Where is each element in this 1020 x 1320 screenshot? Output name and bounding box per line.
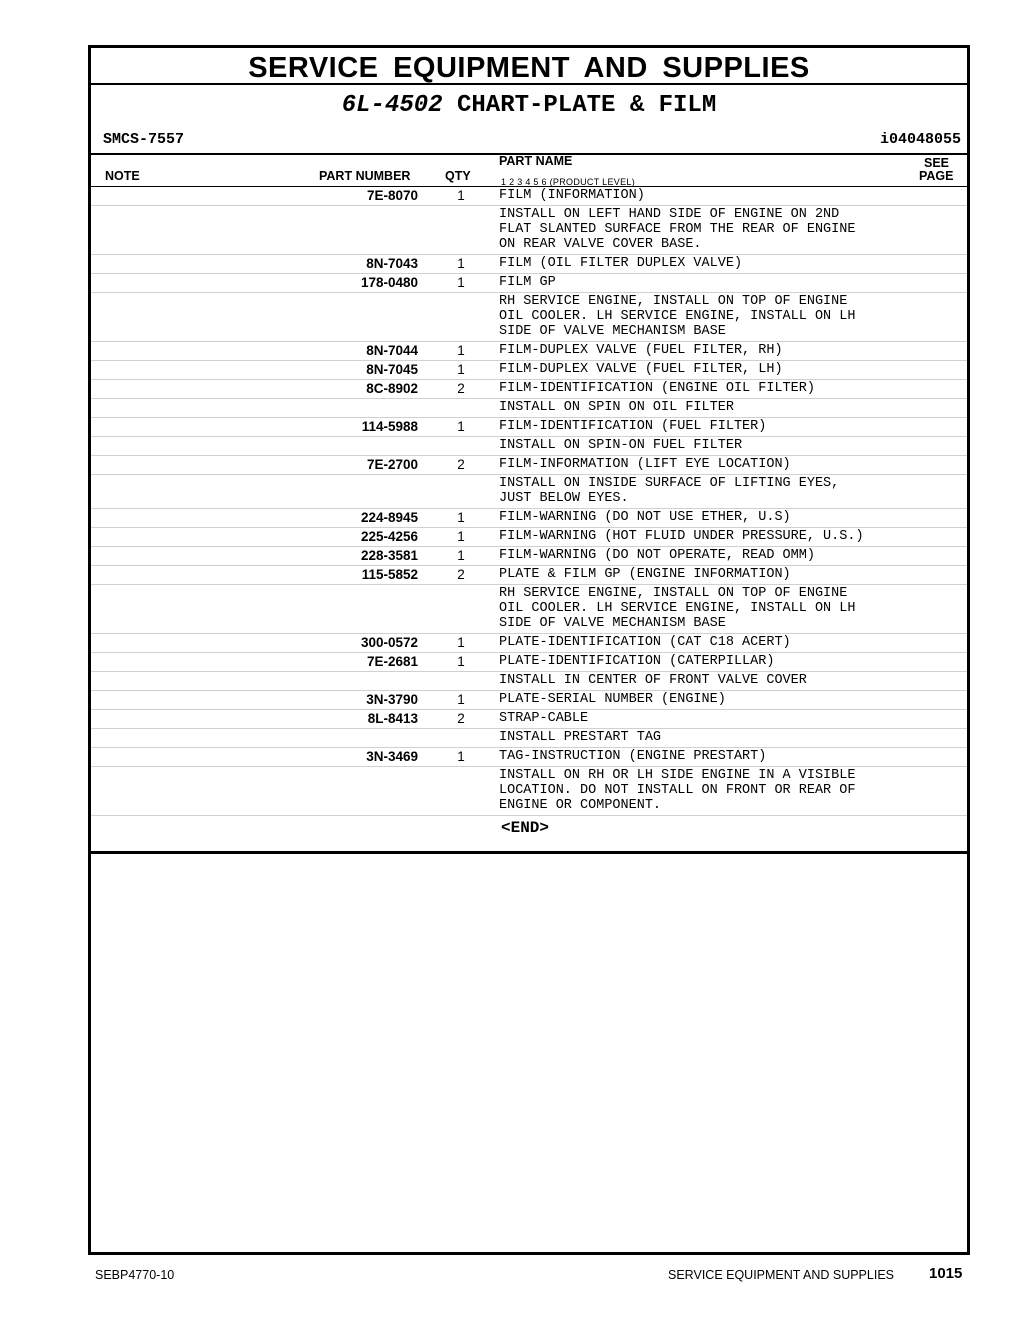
quantity: 1 — [457, 275, 465, 290]
quantity: 2 — [457, 711, 465, 726]
note-row — [91, 672, 967, 691]
page-frame — [88, 45, 970, 1255]
note-row — [91, 206, 967, 255]
part-description: FILM (OIL FILTER DUPLEX VALVE) — [499, 256, 743, 271]
parts-row — [91, 255, 967, 274]
col-page: PAGE — [919, 169, 954, 183]
part-description: RH SERVICE ENGINE, INSTALL ON TOP OF ENGINE OIL COOLER. LH SERVICE ENGINE, INSTALL ON LH SIDE OF VALVE MECHANISM BASE — [499, 294, 856, 339]
part-number: 3N-3469 — [366, 749, 418, 764]
part-number: 8N-7044 — [366, 343, 418, 358]
col-product-level: 1 2 3 4 5 6 (PRODUCT LEVEL) — [501, 177, 635, 187]
group-number: 6L-4502 — [341, 92, 443, 119]
part-description: PLATE-IDENTIFICATION (CAT C18 ACERT) — [499, 635, 791, 650]
part-description: INSTALL ON SPIN ON OIL FILTER — [499, 400, 734, 415]
illustration-ref: i04048055 — [879, 131, 961, 148]
part-description: FILM-INFORMATION (LIFT EYE LOCATION) — [499, 457, 791, 472]
quantity: 1 — [457, 362, 465, 377]
part-number: 7E-2681 — [366, 654, 418, 669]
part-number: 228-3581 — [360, 548, 418, 563]
footer-section: SERVICE EQUIPMENT AND SUPPLIES — [668, 1268, 894, 1282]
quantity: 1 — [457, 692, 465, 707]
part-description: FILM-IDENTIFICATION (ENGINE OIL FILTER) — [499, 381, 815, 396]
part-description: PLATE-IDENTIFICATION (CATERPILLAR) — [499, 654, 775, 669]
part-description: FILM-WARNING (DO NOT USE ETHER, U.S) — [499, 510, 791, 525]
part-description: RH SERVICE ENGINE, INSTALL ON TOP OF ENGINE OIL COOLER. LH SERVICE ENGINE, INSTALL ON LH SIDE OF VALVE MECHANISM BASE — [499, 586, 856, 631]
quantity: 1 — [457, 529, 465, 544]
group-name: CHART-PLATE & FILM — [456, 92, 717, 119]
part-number: 115-5852 — [361, 567, 418, 582]
parts-row — [91, 361, 967, 380]
parts-list — [91, 186, 967, 837]
part-number: 225-4256 — [360, 529, 418, 544]
part-description: PLATE & FILM GP (ENGINE INFORMATION) — [499, 567, 791, 582]
note-row — [91, 293, 967, 342]
note-row — [91, 475, 967, 509]
parts-row — [91, 691, 967, 710]
part-number: 7E-8070 — [366, 188, 418, 203]
quantity: 2 — [457, 567, 465, 582]
parts-row — [91, 634, 967, 653]
list-end-divider — [91, 851, 967, 854]
note-row — [91, 729, 967, 748]
part-description: INSTALL PRESTART TAG — [499, 730, 662, 745]
part-number: 178-0480 — [360, 275, 418, 290]
parts-row — [91, 528, 967, 547]
part-description: FILM GP — [499, 275, 556, 290]
part-number: 114-5988 — [361, 419, 418, 434]
parts-row — [91, 418, 967, 437]
quantity: 1 — [457, 654, 465, 669]
parts-row — [91, 187, 967, 206]
parts-row — [91, 456, 967, 475]
group-title — [91, 92, 967, 119]
part-description: FILM (INFORMATION) — [499, 188, 645, 203]
parts-row — [91, 710, 967, 729]
part-number: 300-0572 — [360, 635, 418, 650]
parts-row — [91, 547, 967, 566]
part-number: 224-8945 — [360, 510, 418, 525]
col-note: NOTE — [105, 169, 140, 183]
end-marker: <END> — [501, 819, 550, 837]
part-description: FILM-DUPLEX VALVE (FUEL FILTER, LH) — [499, 362, 783, 377]
note-row — [91, 437, 967, 456]
parts-row — [91, 509, 967, 528]
part-description: INSTALL ON RH OR LH SIDE ENGINE IN A VISIBLE LOCATION. DO NOT INSTALL ON FRONT OR REAR OF ENGINE OR COMPONENT. — [499, 768, 856, 813]
note-row — [91, 399, 967, 418]
part-description: INSTALL ON SPIN-ON FUEL FILTER — [499, 438, 743, 453]
part-number: 3N-3790 — [366, 692, 418, 707]
parts-row — [91, 380, 967, 399]
footer-doc-number: SEBP4770-10 — [95, 1268, 175, 1282]
parts-row — [91, 748, 967, 767]
part-description: PLATE-SERIAL NUMBER (ENGINE) — [499, 692, 726, 707]
section-title: SERVICE EQUIPMENT AND SUPPLIES — [91, 48, 967, 85]
quantity: 1 — [457, 188, 465, 203]
col-part-name: PART NAME — [499, 154, 573, 168]
part-number: 8N-7043 — [366, 256, 418, 271]
quantity: 1 — [457, 635, 465, 650]
quantity: 1 — [457, 343, 465, 358]
quantity: 1 — [457, 256, 465, 271]
part-description: FILM-WARNING (DO NOT OPERATE, READ OMM) — [499, 548, 815, 563]
note-row — [91, 585, 967, 634]
parts-row — [91, 342, 967, 361]
col-qty: QTY — [445, 169, 471, 183]
part-description: INSTALL ON LEFT HAND SIDE OF ENGINE ON 2ND FLAT SLANTED SURFACE FROM THE REAR OF ENGINE ON REAR VALVE COVER BASE. — [499, 207, 856, 252]
parts-row — [91, 653, 967, 672]
smcs-code: SMCS-7557 — [103, 131, 185, 148]
part-description: FILM-IDENTIFICATION (FUEL FILTER) — [499, 419, 767, 434]
part-description: STRAP-CABLE — [499, 711, 589, 726]
footer-page-number: 1015 — [929, 1265, 963, 1282]
quantity: 1 — [457, 548, 465, 563]
col-part-number: PART NUMBER — [319, 169, 411, 183]
part-description: FILM-DUPLEX VALVE (FUEL FILTER, RH) — [499, 343, 783, 358]
part-number: 8L-8413 — [367, 711, 418, 726]
part-description: TAG-INSTRUCTION (ENGINE PRESTART) — [499, 749, 767, 764]
quantity: 1 — [457, 749, 465, 764]
col-see: SEE — [924, 156, 950, 170]
part-description: FILM-WARNING (HOT FLUID UNDER PRESSURE, U.S.) — [499, 529, 864, 544]
quantity: 2 — [457, 381, 465, 396]
part-number: 8C-8902 — [366, 381, 418, 396]
part-description: INSTALL IN CENTER OF FRONT VALVE COVER — [499, 673, 807, 688]
quantity: 1 — [457, 510, 465, 525]
quantity: 1 — [457, 419, 465, 434]
part-number: 8N-7045 — [366, 362, 418, 377]
part-description: INSTALL ON INSIDE SURFACE OF LIFTING EYES, JUST BELOW EYES. — [499, 476, 840, 506]
part-number: 7E-2700 — [366, 457, 418, 472]
parts-row — [91, 274, 967, 293]
note-row — [91, 767, 967, 816]
parts-row — [91, 566, 967, 585]
quantity: 2 — [457, 457, 465, 472]
